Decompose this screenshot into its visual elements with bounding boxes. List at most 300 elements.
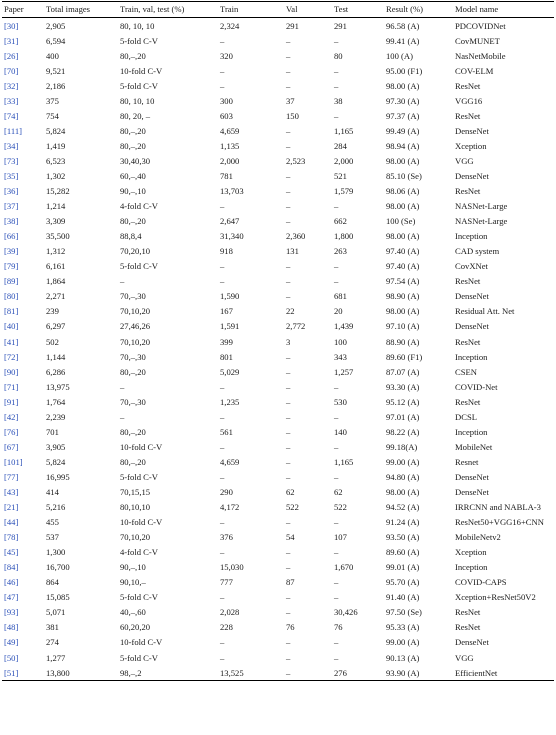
cell-val: – bbox=[286, 186, 291, 197]
cell-result: 99.41 (A) bbox=[386, 35, 420, 46]
cell-split: 30,40,30 bbox=[120, 155, 151, 166]
cell-paper-ref[interactable]: [76] bbox=[4, 426, 19, 437]
cell-result: 99.01 (A) bbox=[386, 562, 420, 573]
cell-test: – bbox=[334, 65, 339, 76]
cell-train: – bbox=[220, 35, 225, 46]
cell-total-images: 6,594 bbox=[46, 35, 66, 46]
cell-train: – bbox=[220, 652, 225, 663]
cell-split: 80,–,20 bbox=[120, 456, 146, 467]
cell-split: 5-fold C-V bbox=[120, 80, 158, 91]
table-row bbox=[2, 244, 554, 259]
cell-train: 2,000 bbox=[220, 155, 240, 166]
cell-val: 522 bbox=[286, 502, 299, 513]
cell-model-name: ResNet bbox=[455, 336, 481, 347]
cell-val: – bbox=[286, 396, 291, 407]
cell-val: 3 bbox=[286, 336, 291, 347]
table-row bbox=[2, 319, 554, 334]
cell-train: 1,590 bbox=[220, 291, 240, 302]
cell-train: 376 bbox=[220, 532, 233, 543]
cell-split: – bbox=[120, 411, 125, 422]
cell-val: – bbox=[286, 65, 291, 76]
cell-model-name: DenseNet bbox=[455, 471, 489, 482]
cell-val: – bbox=[284, 665, 332, 681]
cell-paper-ref[interactable]: [80] bbox=[4, 291, 19, 302]
cell-model-name: DenseNet bbox=[455, 637, 489, 648]
header-result: Result (%) bbox=[384, 2, 453, 18]
table-row bbox=[2, 590, 554, 605]
cell-val: – bbox=[286, 366, 291, 377]
cell-test: 662 bbox=[334, 216, 347, 227]
cell-val: – bbox=[286, 140, 291, 151]
cell-total-images: 5,824 bbox=[46, 456, 66, 467]
table-row bbox=[2, 364, 554, 379]
cell-train: 781 bbox=[220, 171, 233, 182]
table-row bbox=[2, 334, 554, 349]
cell-result: 90.13 (A) bbox=[386, 652, 420, 663]
cell-split: 60,–,40 bbox=[120, 171, 146, 182]
cell-val: – bbox=[286, 456, 291, 467]
cell-train: 399 bbox=[220, 336, 233, 347]
cell-val: – bbox=[286, 80, 291, 91]
cell-model-name: DenseNet bbox=[455, 125, 489, 136]
cell-paper-ref[interactable]: [101] bbox=[4, 456, 23, 467]
cell-paper-ref[interactable]: [41] bbox=[4, 336, 19, 347]
cell-val: – bbox=[286, 562, 291, 573]
cell-paper-ref[interactable]: [32] bbox=[4, 80, 19, 91]
table-row bbox=[2, 605, 554, 620]
cell-paper-ref[interactable]: [42] bbox=[4, 411, 19, 422]
cell-total-images: 502 bbox=[46, 336, 59, 347]
cell-total-images: 6,523 bbox=[46, 155, 66, 166]
cell-paper-ref[interactable]: [38] bbox=[4, 216, 19, 227]
cell-model-name: COVID-Net bbox=[455, 381, 498, 392]
table-row bbox=[2, 33, 554, 48]
cell-paper-ref[interactable]: [34] bbox=[4, 140, 19, 151]
cell-paper-ref[interactable]: [70] bbox=[4, 65, 19, 76]
cell-test: – bbox=[334, 381, 339, 392]
table-row bbox=[2, 500, 554, 515]
table-row bbox=[2, 289, 554, 304]
cell-total-images: 1,312 bbox=[46, 246, 66, 257]
cell-split: 4-fold C-V bbox=[120, 547, 158, 558]
table-row bbox=[2, 168, 554, 183]
table-row bbox=[2, 560, 554, 575]
cell-train: 13,525 bbox=[218, 665, 284, 681]
cell-test: 100 bbox=[334, 336, 347, 347]
cell-paper-ref[interactable]: [74] bbox=[4, 110, 19, 121]
cell-model-name: NASNet-Large bbox=[455, 201, 508, 212]
cell-train: – bbox=[220, 517, 225, 528]
cell-paper-ref[interactable]: [30] bbox=[4, 20, 19, 31]
cell-total-images: 414 bbox=[46, 487, 59, 497]
cell-total-images: 239 bbox=[46, 306, 59, 317]
cell-paper-ref[interactable]: [93] bbox=[4, 607, 19, 618]
cell-split: 98,–,2 bbox=[118, 665, 218, 681]
table-row bbox=[2, 93, 554, 108]
cell-train: 801 bbox=[220, 351, 233, 362]
cell-test: 30,426 bbox=[334, 607, 358, 618]
cell-train: 5,029 bbox=[220, 366, 240, 377]
cell-val: – bbox=[286, 411, 291, 422]
cell-result: 95.12 (A) bbox=[386, 396, 420, 407]
cell-split: 70,–,30 bbox=[120, 291, 146, 302]
cell-total-images: 3,309 bbox=[46, 216, 66, 227]
table-row bbox=[2, 530, 554, 545]
cell-val: – bbox=[286, 426, 291, 437]
cell-test: – bbox=[334, 441, 339, 452]
cell-total-images: 6,297 bbox=[46, 321, 66, 332]
cell-paper-ref[interactable]: [72] bbox=[4, 351, 19, 362]
table-row bbox=[2, 424, 554, 439]
cell-paper-ref[interactable]: [35] bbox=[4, 171, 19, 182]
cell-paper-ref[interactable]: [44] bbox=[4, 517, 19, 528]
cell-result: 95.33 (A) bbox=[386, 622, 420, 633]
cell-result: 98.00 (A) bbox=[386, 80, 420, 91]
cell-result: 93.30 (A) bbox=[386, 381, 420, 392]
cell-train: – bbox=[220, 80, 225, 91]
cell-model-name: ResNet bbox=[455, 396, 481, 407]
cell-test: 1,257 bbox=[334, 366, 354, 377]
cell-result: 91.24 (A) bbox=[386, 517, 420, 528]
cell-paper-ref[interactable]: [47] bbox=[4, 592, 19, 603]
cell-paper-ref[interactable]: [91] bbox=[4, 396, 19, 407]
cell-model-name: Xception+ResNet50V2 bbox=[455, 592, 536, 603]
cell-test: – bbox=[334, 411, 339, 422]
cell-split: 5-fold C-V bbox=[120, 471, 158, 482]
table-row bbox=[2, 199, 554, 214]
table-row bbox=[2, 650, 554, 665]
header-paper: Paper bbox=[2, 2, 44, 18]
cell-test: 284 bbox=[334, 140, 347, 151]
cell-model-name: VGG bbox=[455, 652, 474, 663]
cell-test: 1,165 bbox=[334, 456, 354, 467]
table-row bbox=[2, 259, 554, 274]
cell-train: 1,235 bbox=[220, 396, 240, 407]
cell-paper-ref[interactable]: [84] bbox=[4, 562, 19, 573]
cell-result: 99.00 (A) bbox=[386, 637, 420, 648]
cell-result: 99.18(A) bbox=[386, 441, 418, 452]
table-row bbox=[2, 665, 554, 681]
cell-result: 97.50 (Se) bbox=[386, 607, 422, 618]
table-row bbox=[2, 48, 554, 63]
cell-paper-ref[interactable]: [79] bbox=[4, 261, 19, 272]
cell-train: 4,659 bbox=[220, 125, 240, 136]
cell-result: 98.94 (A) bbox=[386, 140, 420, 151]
table-row bbox=[2, 620, 554, 635]
cell-result: 89.60 (A) bbox=[386, 547, 420, 558]
cell-result: 93.90 (A) bbox=[384, 665, 453, 681]
cell-paper-ref[interactable]: [71] bbox=[4, 381, 19, 392]
cell-total-images: 701 bbox=[46, 426, 59, 437]
cell-split: 40,–,60 bbox=[120, 607, 146, 618]
cell-val: 62 bbox=[286, 487, 295, 497]
cell-paper-ref[interactable]: [49] bbox=[4, 637, 19, 648]
cell-model-name: DenseNet bbox=[455, 291, 489, 302]
cell-model-name: CovMUNET bbox=[455, 35, 500, 46]
cell-paper-ref[interactable]: [66] bbox=[4, 231, 19, 242]
cell-val: – bbox=[286, 216, 291, 227]
cell-split: 90,–,10 bbox=[120, 186, 146, 197]
cell-paper-ref[interactable]: [89] bbox=[4, 276, 19, 287]
cell-total-images: 754 bbox=[46, 110, 59, 121]
results-table bbox=[2, 1, 554, 681]
cell-total-images: 9,521 bbox=[46, 65, 66, 76]
cell-paper-ref[interactable]: [36] bbox=[4, 186, 19, 197]
cell-val: 150 bbox=[286, 110, 299, 121]
table-row bbox=[2, 515, 554, 530]
cell-result: 95.70 (A) bbox=[386, 577, 420, 588]
cell-result: 89.60 (F1) bbox=[386, 351, 423, 362]
cell-result: 94.80 (A) bbox=[386, 471, 420, 482]
cell-test: 1,670 bbox=[334, 562, 354, 573]
cell-split: 70,10,20 bbox=[120, 336, 151, 347]
cell-test: 1,165 bbox=[334, 125, 354, 136]
cell-split: 80,–,20 bbox=[120, 216, 146, 227]
table-row bbox=[2, 63, 554, 78]
cell-paper-ref[interactable]: [67] bbox=[4, 441, 19, 452]
cell-val: – bbox=[286, 637, 291, 648]
cell-val: – bbox=[286, 261, 291, 272]
table-row bbox=[2, 304, 554, 319]
cell-split: 60,20,20 bbox=[120, 622, 151, 633]
cell-total-images: 537 bbox=[46, 532, 59, 543]
table-row bbox=[2, 123, 554, 138]
cell-model-name: Xception bbox=[455, 140, 487, 151]
cell-result: 85.10 (Se) bbox=[386, 171, 422, 182]
cell-test: – bbox=[334, 201, 339, 212]
cell-val: – bbox=[286, 592, 291, 603]
cell-paper-ref[interactable]: [37] bbox=[4, 201, 19, 212]
cell-model-name: CSEN bbox=[455, 366, 477, 377]
cell-total-images: 5,824 bbox=[46, 125, 66, 136]
cell-total-images: 455 bbox=[46, 517, 59, 528]
cell-total-images: 1,764 bbox=[46, 396, 66, 407]
cell-total-images: 5,216 bbox=[46, 502, 66, 513]
cell-train: 1,591 bbox=[220, 321, 240, 332]
cell-paper-ref[interactable]: [31] bbox=[4, 35, 19, 46]
cell-val: 87 bbox=[286, 577, 295, 588]
cell-result: 97.10 (A) bbox=[386, 321, 420, 332]
cell-split: 5-fold C-V bbox=[120, 592, 158, 603]
cell-train: 2,324 bbox=[220, 20, 240, 31]
cell-train: 603 bbox=[220, 110, 233, 121]
cell-test: 522 bbox=[334, 502, 347, 513]
cell-total-images: 864 bbox=[46, 577, 59, 588]
cell-result: 98.06 (A) bbox=[386, 186, 420, 197]
cell-result: 97.30 (A) bbox=[386, 95, 420, 106]
cell-val: – bbox=[286, 50, 291, 61]
cell-result: 100 (A) bbox=[386, 50, 413, 61]
header-model-name: Model name bbox=[453, 2, 554, 18]
cell-train: – bbox=[220, 201, 225, 212]
cell-test: – bbox=[334, 276, 339, 287]
cell-result: 99.49 (A) bbox=[386, 125, 420, 136]
table-row bbox=[2, 214, 554, 229]
table-row bbox=[2, 409, 554, 424]
cell-val: 22 bbox=[286, 306, 295, 317]
table-row bbox=[2, 454, 554, 469]
table-row bbox=[2, 78, 554, 93]
cell-model-name: ResNet bbox=[455, 276, 481, 287]
table-row bbox=[2, 379, 554, 394]
cell-model-name: DenseNet bbox=[455, 171, 489, 182]
cell-result: 97.01 (A) bbox=[386, 411, 420, 422]
cell-split: 80,–,20 bbox=[120, 366, 146, 377]
table-row bbox=[2, 575, 554, 590]
table-row bbox=[2, 439, 554, 454]
cell-split: 80,–,20 bbox=[120, 426, 146, 437]
cell-train: 4,659 bbox=[220, 456, 240, 467]
cell-split: 5-fold C-V bbox=[120, 35, 158, 46]
cell-total-images: 375 bbox=[46, 95, 59, 106]
cell-test: – bbox=[334, 577, 339, 588]
cell-val: – bbox=[286, 517, 291, 528]
table-row bbox=[2, 184, 554, 199]
cell-total-images: 13,975 bbox=[46, 381, 70, 392]
cell-model-name: VGG16 bbox=[455, 95, 483, 106]
cell-paper-ref[interactable]: [73] bbox=[4, 155, 19, 166]
cell-total-images: 400 bbox=[46, 50, 59, 61]
cell-model-name: PDCOVIDNet bbox=[455, 20, 506, 31]
cell-paper-ref[interactable]: [26] bbox=[4, 50, 19, 61]
cell-test: 530 bbox=[334, 396, 347, 407]
cell-split: 70,10,20 bbox=[120, 306, 151, 317]
cell-model-name: ResNet bbox=[455, 186, 481, 197]
cell-result: 88.90 (A) bbox=[386, 336, 420, 347]
cell-test: 2,000 bbox=[334, 155, 354, 166]
cell-total-images: 16,995 bbox=[46, 471, 70, 482]
cell-split: 4-fold C-V bbox=[120, 201, 158, 212]
cell-paper-ref[interactable]: [40] bbox=[4, 321, 19, 332]
cell-test: – bbox=[334, 547, 339, 558]
cell-split: 70,20,10 bbox=[120, 246, 151, 257]
cell-paper-ref[interactable]: [90] bbox=[4, 366, 19, 377]
cell-val: – bbox=[286, 276, 291, 287]
cell-test: – bbox=[334, 517, 339, 528]
cell-total-images: 15,085 bbox=[46, 592, 70, 603]
cell-model-name: Inception bbox=[455, 426, 488, 437]
cell-paper-ref[interactable]: [48] bbox=[4, 622, 19, 633]
cell-split: 80, 20, – bbox=[120, 110, 151, 121]
table-row bbox=[2, 545, 554, 560]
cell-split: 10-fold C-V bbox=[120, 517, 163, 528]
cell-model-name: ResNet50+VGG16+CNN bbox=[455, 517, 544, 528]
cell-paper-ref[interactable]: [111] bbox=[4, 125, 22, 136]
cell-val: 291 bbox=[286, 20, 299, 31]
cell-total-images: 1,302 bbox=[46, 171, 66, 182]
cell-result: 96.58 (A) bbox=[386, 20, 420, 31]
cell-total-images: 1,864 bbox=[46, 276, 66, 287]
cell-train: 167 bbox=[220, 306, 233, 317]
cell-model-name: MobileNet bbox=[455, 441, 493, 452]
cell-test: 20 bbox=[334, 306, 343, 317]
cell-paper-ref[interactable]: [50] bbox=[4, 652, 19, 663]
cell-split: 90,10,– bbox=[120, 577, 146, 588]
cell-split: 80,–,20 bbox=[120, 140, 146, 151]
cell-split: 80,10,10 bbox=[120, 502, 151, 513]
cell-train: 2,028 bbox=[220, 607, 240, 618]
cell-val: – bbox=[286, 291, 291, 302]
cell-result: 95.00 (F1) bbox=[386, 65, 423, 76]
cell-split: 5-fold C-V bbox=[120, 261, 158, 272]
cell-paper-ref[interactable]: [78] bbox=[4, 532, 19, 543]
cell-val: 54 bbox=[286, 532, 295, 543]
cell-result: 98.00 (A) bbox=[386, 231, 420, 242]
cell-train: 2,647 bbox=[220, 216, 240, 227]
cell-val: 2,772 bbox=[286, 321, 306, 332]
cell-val: – bbox=[286, 351, 291, 362]
cell-train: 13,703 bbox=[220, 186, 244, 197]
cell-paper-ref[interactable]: [51] bbox=[2, 665, 44, 681]
cell-total-images: 1,144 bbox=[46, 351, 66, 362]
cell-test: – bbox=[334, 592, 339, 603]
cell-paper-ref[interactable]: [43] bbox=[4, 487, 19, 497]
cell-train: – bbox=[220, 261, 225, 272]
cell-val: – bbox=[286, 35, 291, 46]
cell-train: – bbox=[220, 276, 225, 287]
cell-model-name: Residual Att. Net bbox=[455, 306, 515, 317]
cell-total-images: 6,286 bbox=[46, 366, 66, 377]
cell-train: 1,135 bbox=[220, 140, 240, 151]
cell-result: 98.00 (A) bbox=[386, 201, 420, 212]
cell-test: 1,800 bbox=[334, 231, 354, 242]
cell-split: 80,–,20 bbox=[120, 50, 146, 61]
cell-test: 263 bbox=[334, 246, 347, 257]
cell-val: – bbox=[286, 171, 291, 182]
cell-test: 38 bbox=[334, 95, 343, 106]
cell-paper-ref[interactable]: [46] bbox=[4, 577, 19, 588]
cell-result: 98.90 (A) bbox=[386, 291, 420, 302]
cell-result: 97.54 (A) bbox=[386, 276, 420, 287]
cell-result: 98.00 (A) bbox=[386, 155, 420, 166]
cell-total-images: 2,239 bbox=[46, 411, 66, 422]
cell-model-name: DCSL bbox=[455, 411, 477, 422]
cell-paper-ref[interactable]: [33] bbox=[4, 95, 19, 106]
cell-paper-ref[interactable]: [45] bbox=[4, 547, 19, 558]
cell-train: – bbox=[220, 592, 225, 603]
cell-split: 10-fold C-V bbox=[120, 637, 163, 648]
cell-train: – bbox=[220, 637, 225, 648]
cell-paper-ref[interactable]: [77] bbox=[4, 471, 19, 482]
cell-train: 918 bbox=[220, 246, 233, 257]
cell-test: 291 bbox=[334, 20, 347, 31]
cell-total-images: 2,905 bbox=[46, 20, 66, 31]
cell-total-images: 35,500 bbox=[46, 231, 70, 242]
cell-test: 107 bbox=[334, 532, 347, 543]
cell-split: 27,46,26 bbox=[120, 321, 151, 332]
cell-train: 320 bbox=[220, 50, 233, 61]
cell-result: 98.00 (A) bbox=[386, 487, 420, 497]
cell-total-images: 1,419 bbox=[46, 140, 66, 151]
cell-paper-ref[interactable]: [21] bbox=[4, 502, 19, 513]
cell-split: 80,–,20 bbox=[120, 125, 146, 136]
cell-paper-ref[interactable]: [81] bbox=[4, 306, 19, 317]
cell-total-images: 1,300 bbox=[46, 547, 66, 558]
cell-test: 76 bbox=[334, 622, 343, 633]
cell-result: 87.07 (A) bbox=[386, 366, 420, 377]
cell-model-name: CovXNet bbox=[455, 261, 488, 272]
cell-val: – bbox=[286, 201, 291, 212]
cell-paper-ref[interactable]: [39] bbox=[4, 246, 19, 257]
cell-split: 70,–,30 bbox=[120, 351, 146, 362]
cell-train: – bbox=[220, 65, 225, 76]
cell-total-images: 13,800 bbox=[44, 665, 118, 681]
cell-result: 93.50 (A) bbox=[386, 532, 420, 543]
cell-train: 228 bbox=[220, 622, 233, 633]
cell-total-images: 5,071 bbox=[46, 607, 66, 618]
header-val: Val bbox=[284, 2, 332, 18]
cell-model-name: IRRCNN and NABLA-3 bbox=[455, 502, 541, 513]
